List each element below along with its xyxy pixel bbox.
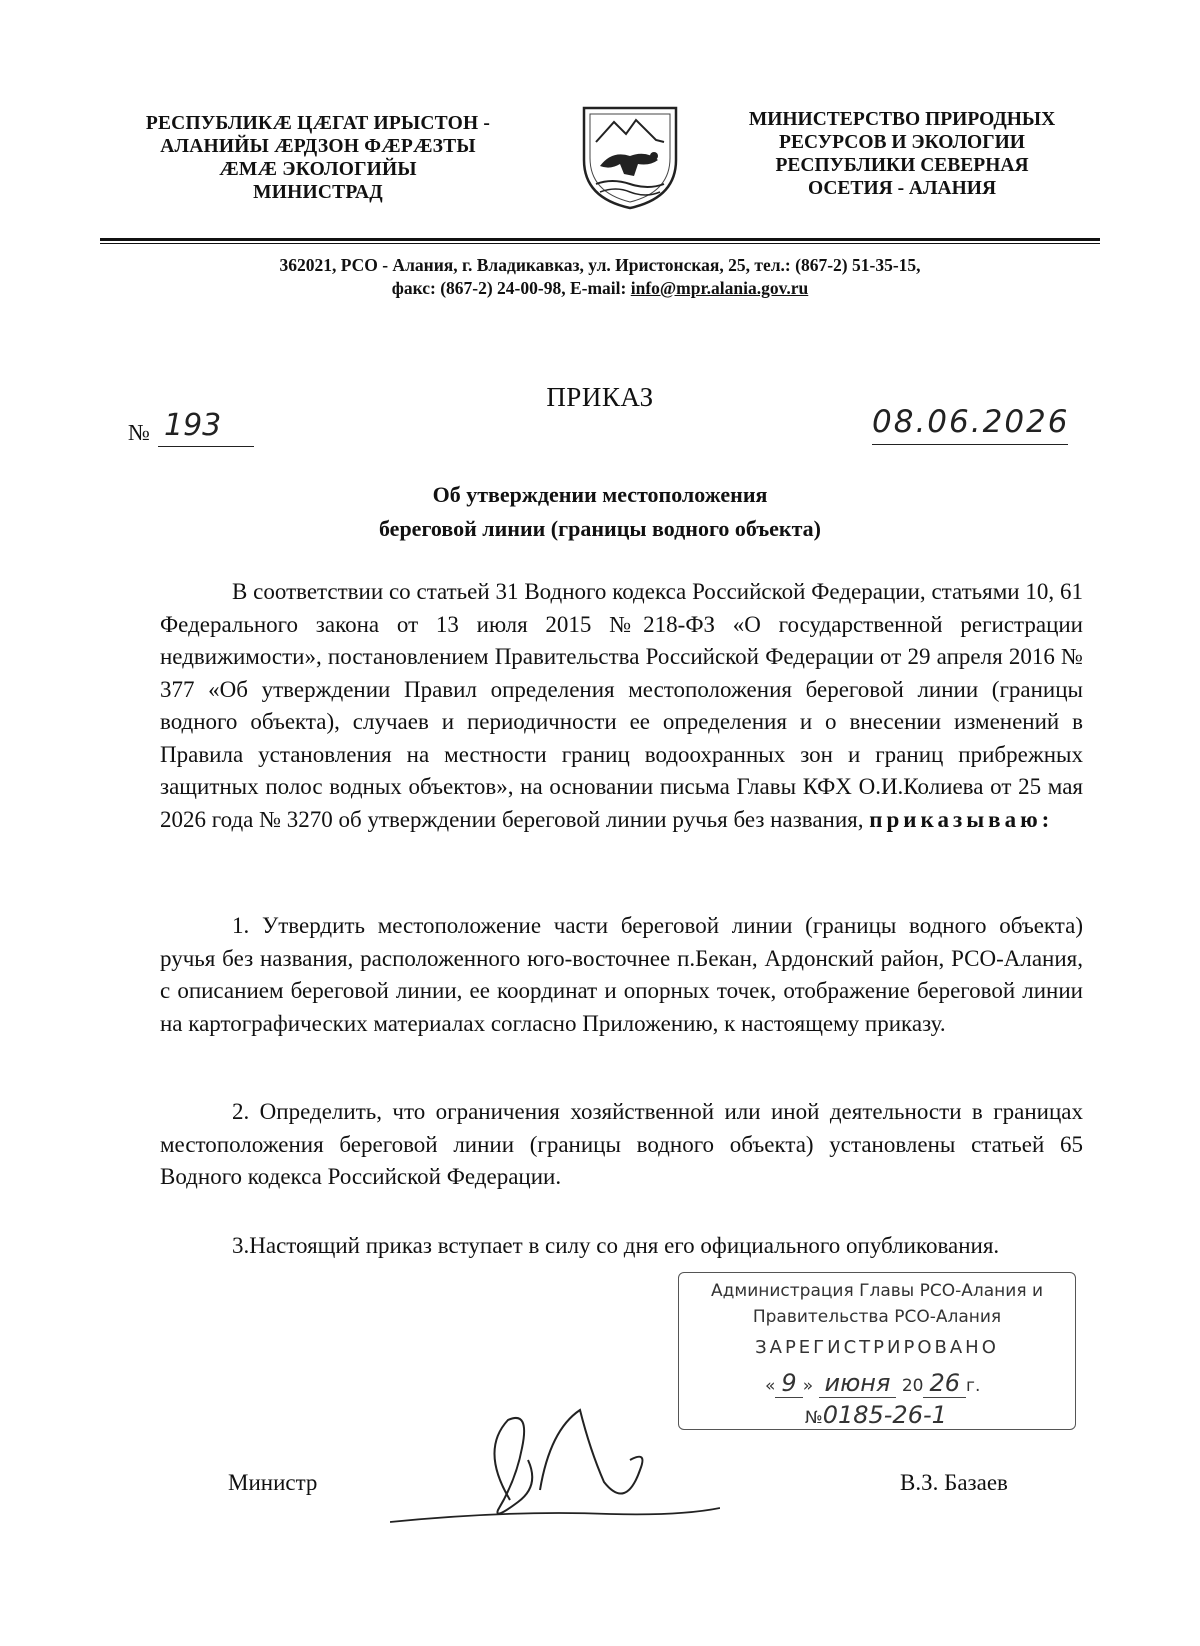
handwritten-signature-icon	[390, 1390, 720, 1550]
order-date-handwritten: 08.06.2026	[872, 404, 1068, 445]
header-right-line-3: РЕСПУБЛИКИ СЕВЕРНАЯ	[775, 155, 1029, 176]
address-line-2	[100, 277, 1100, 299]
signatory-name: В.З. Базаев	[900, 1470, 1008, 1495]
clause-3-paragraph: 3.Настоящий приказ вступает в силу со дня его официального опубликования.	[232, 1233, 1000, 1258]
stamp-month: июня	[819, 1369, 897, 1398]
header-left-line-4: МИНИСТРАД	[253, 182, 383, 203]
stamp-year-mark: г.	[966, 1376, 981, 1396]
stamp-line-2: Правительства РСО-Алания	[752, 1307, 1002, 1327]
header-left-ossetian	[118, 112, 518, 204]
signatory-position: Министр	[228, 1470, 318, 1495]
clause-1-paragraph: 1. Утвердить местоположение части береговой линии (границы водного объекта) ручья без названия, расположенного юго-восточнее п.Бекан, Ардонский район, РСО-Алания, с описанием береговой линии, ее координат и опорных точек, отображение береговой линии на картографических материалах согласно Приложению, к настоящему приказу.	[160, 913, 1083, 1036]
subject-line-2: береговой линии (границы водного объекта)	[378, 516, 822, 541]
stamp-number-label: №	[805, 1408, 823, 1428]
stamp-day: 9	[775, 1369, 802, 1398]
stamp-registered: ЗАРЕГИСТРИРОВАНО	[755, 1337, 999, 1358]
stamp-reg-number: 0185-26-1	[822, 1401, 947, 1429]
subject-line-1: Об утверждении местоположения	[432, 482, 768, 507]
header-right-line-1: МИНИСТЕРСТВО ПРИРОДНЫХ	[748, 109, 1056, 130]
header-left-line-2: АЛАНИЙЫ ӔРДЗОН ФӔРӔЗТЫ	[160, 136, 476, 157]
stamp-date-row: « 9 » июня 20 26 г.	[765, 1369, 981, 1397]
email-link[interactable]: info@mpr.alania.gov.ru	[630, 278, 809, 298]
header-divider-thick	[100, 238, 1100, 241]
header-left-line-3: ӔМӔ ЭКОЛОГИЙЫ	[219, 159, 417, 180]
order-number-label: №	[128, 420, 150, 445]
order-subject	[0, 478, 1200, 546]
stamp-number-row	[805, 1401, 947, 1429]
order-number-handwritten: 193	[158, 408, 254, 447]
address-line-1: 362021, РСО - Алания, г. Владикавказ, ул. Иристонская, 25, тел.: (867-2) 51-35-15,	[279, 255, 921, 275]
preamble-text: В соответствии со статьей 31 Водного кодекса Российской Федерации, статьями 10, 61 Федерального закона от 13 июля 2015 №218-ФЗ «О государственной регистрации недвижимости», постановлением Правительства Российской Федерации от 29 апреля 2016 № 377 «Об утверждении Правил определения местоположения береговой линии (границы водного объекта), случаев и периодичности ее определения и о внесении изменений в Правила установления на местности границ водоохранных зон и границ прибрежных защитных полос водных объектов», на основании письма Главы КФХ О.И.Колиева от 25 мая 2026 года № 3270 об утверждении береговой линии ручья без названия,	[160, 579, 1083, 832]
header-right-line-2: РЕСУРСОВ И ЭКОЛОГИИ	[779, 132, 1025, 153]
header-right-russian	[712, 108, 1092, 200]
preamble-paragraph	[160, 576, 1083, 836]
coat-of-arms-icon	[564, 100, 696, 210]
stamp-year-suffix: 26	[923, 1369, 966, 1398]
clause-2-paragraph: 2. Определить, что ограничения хозяйственной или иной деятельности в границах местоположения береговой линии (границы водного объекта) установлены статьей 65 Водного кодекса Российской Федерации.	[160, 1099, 1083, 1189]
registration-stamp	[678, 1272, 1076, 1430]
stamp-line-1: Администрация Главы РСО-Алания и	[710, 1281, 1043, 1301]
header-right-line-4: ОСЕТИЯ - АЛАНИЯ	[807, 178, 997, 199]
fax-text: факс: (867-2) 24-00-98, E-mail:	[391, 278, 631, 298]
header-left-line-1: РЕСПУБЛИКӔ ЦӔГАТ ИРЫСТОН -	[145, 113, 491, 134]
order-verb: приказываю:	[869, 806, 1054, 832]
header-divider-thin	[100, 243, 1100, 244]
stamp-year-prefix: 20	[901, 1376, 924, 1396]
document-title: ПРИКАЗ	[546, 382, 654, 412]
